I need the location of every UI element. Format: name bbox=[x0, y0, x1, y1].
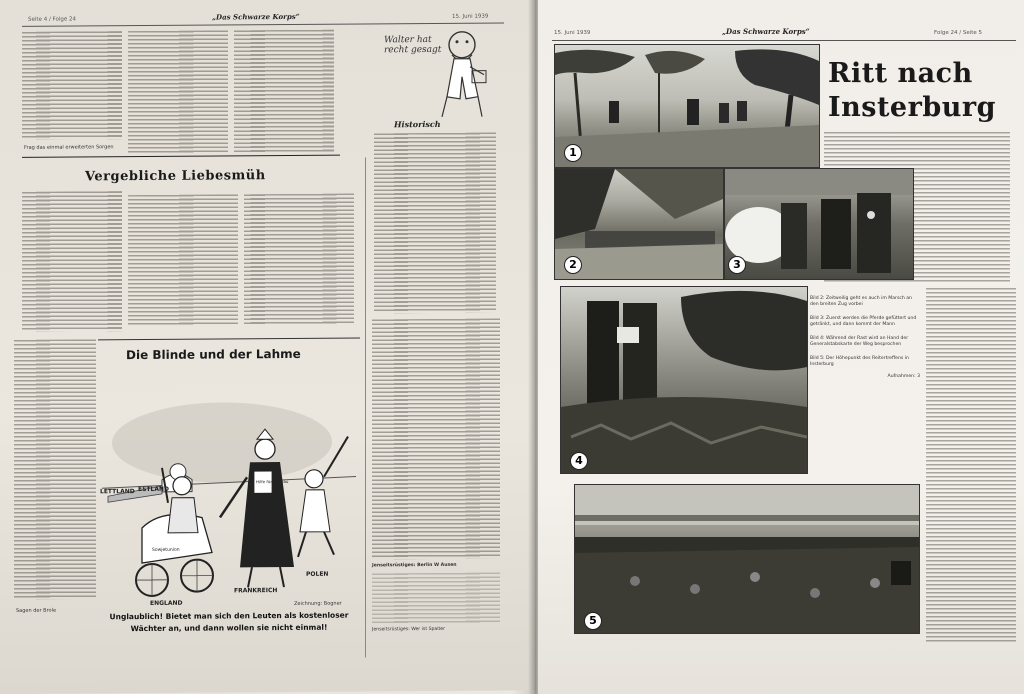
photo-captions bbox=[810, 296, 920, 380]
article-headline: Vergebliche Liebesmüh bbox=[85, 168, 266, 185]
text-column bbox=[128, 194, 238, 325]
caption-5: Bild 5: Der Höhepunkt des Reitertreffens in Insterburg bbox=[810, 356, 909, 367]
text-column bbox=[22, 31, 122, 140]
text-column bbox=[14, 339, 96, 600]
right-header-date: 15. Juni 1939 bbox=[554, 30, 591, 36]
cartoon-title: Die Blinde und der Lahme bbox=[126, 346, 301, 363]
text-column bbox=[926, 288, 1016, 644]
cartoon-caption-line2: Wächter an, und dann wollen sie nicht einmal! bbox=[130, 622, 328, 634]
left-header-date: 15. Juni 1939 bbox=[452, 13, 489, 20]
photo-insterburg-crowd bbox=[574, 484, 920, 634]
left-masthead: „Das Schwarze Korps“ bbox=[212, 11, 300, 22]
photo-credit: Aufnahmen: 3 bbox=[887, 374, 920, 379]
label-sowjet: Sowjetunion bbox=[152, 547, 180, 553]
sketch-handwriting: Walter hat recht gesagt bbox=[384, 34, 442, 56]
sidebar-title: Historisch bbox=[394, 118, 441, 130]
photo-number-2: 2 bbox=[564, 256, 582, 274]
headline-line2: Insterburg bbox=[828, 92, 996, 123]
text-column bbox=[22, 191, 122, 332]
cartoon-box bbox=[98, 337, 360, 660]
right-header-rule bbox=[552, 40, 1016, 41]
sidebar-caption: Frag das einmal erweiterten Sorgen bbox=[24, 144, 114, 151]
right-page bbox=[538, 0, 1024, 694]
column-divider bbox=[365, 157, 366, 657]
photo-number-4: 4 bbox=[570, 452, 588, 470]
headline-line1: Ritt nach bbox=[828, 58, 973, 89]
label-england: ENGLAND bbox=[150, 599, 183, 607]
caption-2: Bild 2: Zeitweilig geht es auch im Marsch an den breiten Zug vorbei bbox=[810, 296, 912, 307]
cartoon-credit: Zeichnung: Bogner bbox=[294, 600, 342, 607]
caricature-figure bbox=[432, 27, 490, 122]
photo-riders-road bbox=[554, 44, 820, 168]
cartoon-caption-line1: Unglaublich! Bietet man sich den Leuten als kostenloser bbox=[109, 610, 349, 622]
label-frankreich: FRANKREICH bbox=[234, 587, 278, 595]
label-hilfe: Hilfe für Moskau bbox=[256, 478, 289, 485]
text-column bbox=[234, 30, 334, 153]
caption-4: Bild 4: Während der Rast wird an Hand der Generalstabskarte der Weg besprochen bbox=[810, 336, 909, 347]
sketch-illustration bbox=[380, 27, 490, 123]
photo-rest-map-briefing bbox=[560, 286, 808, 474]
caption-3: Bild 3: Zuerst werden die Pferde gefüttert und getränkt, und dann kommt der Mann bbox=[810, 316, 917, 327]
photo-number-1: 1 bbox=[564, 144, 582, 162]
text-column bbox=[244, 194, 354, 325]
label-estland: ESTLAND bbox=[138, 485, 169, 494]
right-header-page: Folge 24 / Seite 5 bbox=[934, 30, 983, 36]
text-column bbox=[128, 30, 228, 153]
label-polen: POLEN bbox=[306, 570, 329, 578]
bottom-center-text: Jenseitsrüstiges: Wer ist Spalter bbox=[372, 626, 446, 633]
text-column bbox=[372, 319, 500, 560]
mid-right-heading: Jenseitsrüstiges: Berlin W Ausen bbox=[372, 562, 457, 569]
sidebar-text bbox=[374, 133, 496, 314]
photo-number-3: 3 bbox=[728, 256, 746, 274]
right-masthead: „Das Schwarze Korps“ bbox=[722, 27, 810, 36]
bottom-left-text: Sagen der Brole bbox=[16, 607, 57, 614]
label-lettland: LETTLAND bbox=[100, 488, 135, 496]
photo-number-5: 5 bbox=[584, 612, 602, 630]
text-column bbox=[372, 573, 500, 624]
photo-feeding-horses bbox=[724, 168, 914, 280]
section-rule bbox=[22, 155, 340, 158]
left-header-page: Seite 4 / Folge 24 bbox=[28, 16, 77, 23]
